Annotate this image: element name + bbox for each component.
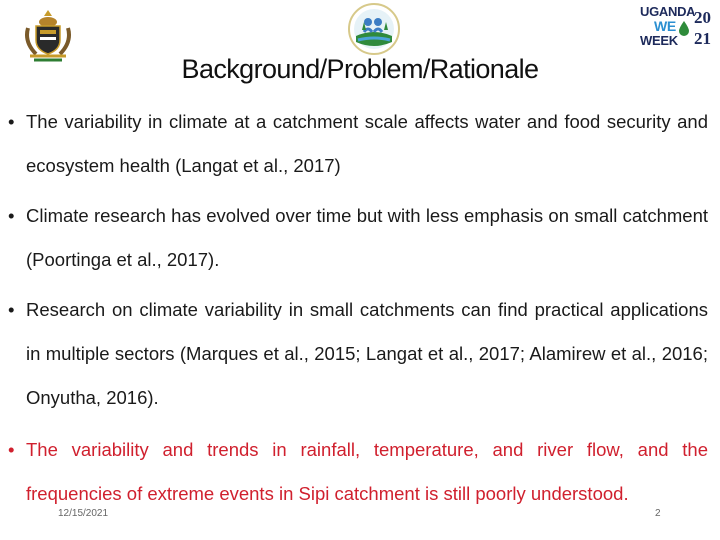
logo-text-we: WE — [654, 18, 676, 34]
bullet-text: The variability in climate at a catchment scale affects water and food security and ecosystem health (Langat et al., 2017) — [26, 111, 708, 176]
logo-text-week: WEEK — [640, 33, 678, 48]
water-drop-icon — [678, 20, 690, 36]
bullet-item — [0, 288, 720, 420]
bullet-item — [0, 100, 720, 188]
bullet-dot-icon: • — [8, 205, 15, 226]
logo-year-bottom: 21 — [694, 29, 711, 48]
logo-text-uganda: UGANDA — [640, 4, 696, 19]
bullet-item-highlighted — [0, 428, 720, 516]
bullet-dot-icon: • — [8, 299, 15, 320]
bullet-text: The variability and trends in rainfall, temperature, and river flow, and the frequencies of extreme events in Sipi catchment is still poorly understood. — [26, 439, 708, 504]
bullet-item — [0, 194, 720, 282]
bullet-dot-icon: • — [8, 111, 15, 132]
footer-page-number: 2 — [655, 508, 661, 519]
bullet-text: Research on climate variability in small catchments can find practical applications in multiple sectors (Marques et al., 2015; Langat et al., 2017; Alamirew et al., 2016; Onyutha, 2016). — [26, 299, 708, 408]
water-environment-logo — [344, 2, 404, 58]
footer-date: 12/15/2021 — [58, 508, 109, 519]
slide-title: Background/Problem/Rationale — [181, 54, 539, 84]
logo-year-top: 20 — [694, 8, 711, 27]
uganda-we-week-logo — [638, 4, 716, 50]
bullet-dot-icon: • — [8, 439, 15, 460]
bullet-text: Climate research has evolved over time but with less emphasis on small catchment (Poortinga et al., 2017). — [26, 205, 708, 270]
